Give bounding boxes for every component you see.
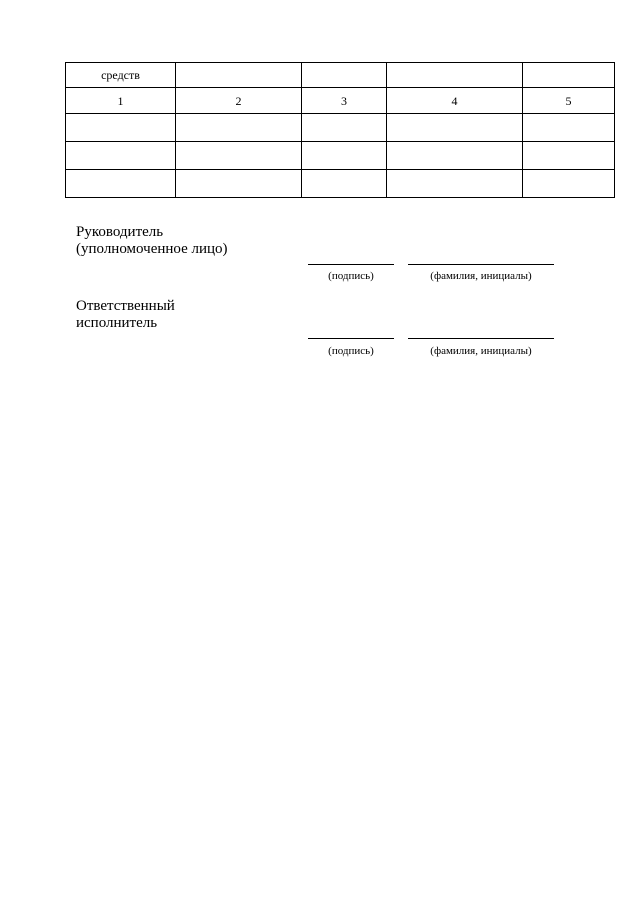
column-number: 2 bbox=[176, 88, 302, 114]
table-cell: средств bbox=[66, 63, 176, 88]
table-cell[interactable] bbox=[523, 142, 615, 170]
table-cell[interactable] bbox=[302, 114, 387, 142]
responsible-name-line[interactable] bbox=[408, 338, 554, 339]
table-cell[interactable] bbox=[176, 142, 302, 170]
head-name-caption: (фамилия, инициалы) bbox=[430, 270, 532, 282]
table-header-row bbox=[66, 63, 615, 88]
responsible-signature-line[interactable] bbox=[308, 338, 394, 339]
table-row bbox=[66, 142, 615, 170]
responsible-name-caption: (фамилия, инициалы) bbox=[430, 345, 532, 357]
responsible-title-line2: исполнитель bbox=[76, 315, 158, 331]
table-row bbox=[66, 114, 615, 142]
table-cell[interactable] bbox=[302, 142, 387, 170]
table-cell[interactable] bbox=[176, 170, 302, 198]
column-number: 5 bbox=[523, 88, 615, 114]
table-cell[interactable] bbox=[302, 170, 387, 198]
table-cell bbox=[523, 63, 615, 88]
report-table bbox=[65, 62, 615, 198]
table-row bbox=[66, 170, 615, 198]
column-number: 3 bbox=[302, 88, 387, 114]
column-number: 4 bbox=[387, 88, 523, 114]
table-cell[interactable] bbox=[176, 114, 302, 142]
table-cell bbox=[302, 63, 387, 88]
table-cell bbox=[176, 63, 302, 88]
head-title-line2: (уполномоченное лицо) bbox=[76, 241, 228, 257]
responsible-signature-caption: (подпись) bbox=[328, 345, 374, 357]
table-cell[interactable] bbox=[387, 170, 523, 198]
table-cell[interactable] bbox=[523, 170, 615, 198]
table-cell[interactable] bbox=[66, 170, 176, 198]
table-cell[interactable] bbox=[523, 114, 615, 142]
column-number-row bbox=[66, 88, 615, 114]
table-cell bbox=[387, 63, 523, 88]
table-cell[interactable] bbox=[387, 114, 523, 142]
table-cell[interactable] bbox=[66, 114, 176, 142]
column-number: 1 bbox=[66, 88, 176, 114]
head-signature-block bbox=[76, 224, 228, 258]
responsible-signature-block bbox=[76, 298, 175, 332]
head-name-line[interactable] bbox=[408, 264, 554, 265]
table-cell[interactable] bbox=[387, 142, 523, 170]
table-cell[interactable] bbox=[66, 142, 176, 170]
head-signature-line[interactable] bbox=[308, 264, 394, 265]
head-title-line1: Руководитель bbox=[76, 224, 164, 240]
responsible-title-line1: Ответственный bbox=[76, 298, 175, 314]
head-signature-caption: (подпись) bbox=[328, 270, 374, 282]
